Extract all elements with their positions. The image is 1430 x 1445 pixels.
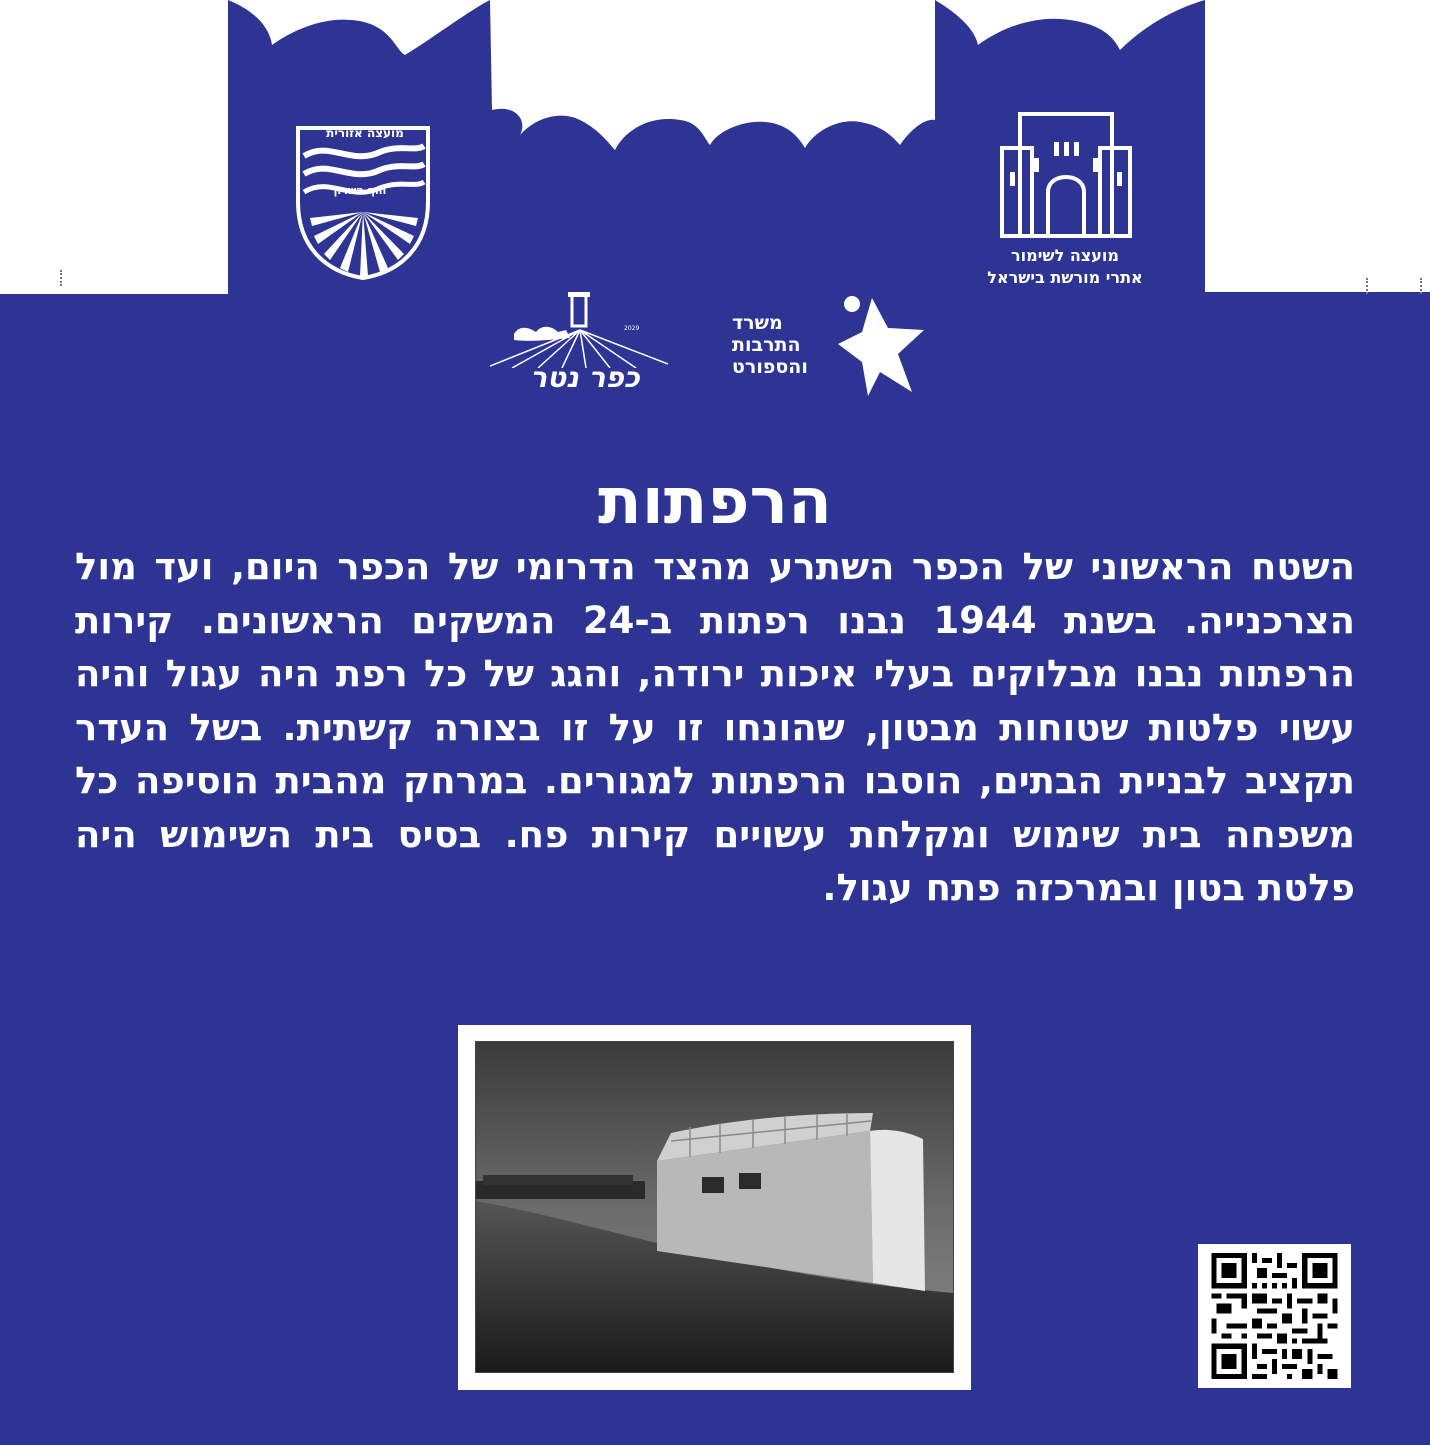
photo-frame (458, 1025, 971, 1390)
crop-mark-right-1 (1366, 278, 1370, 294)
historic-cowshed-photo (475, 1041, 954, 1373)
regional-council-name-top: מועצה אזורית (326, 126, 404, 140)
heritage-council-line1: מועצה לשימור (1011, 246, 1119, 265)
kfar-netter-name: כפר נטר (530, 361, 640, 394)
crop-mark-right-2 (1420, 278, 1424, 294)
qr-code-icon (1209, 1253, 1340, 1379)
crop-mark-left (60, 270, 64, 286)
kfar-netter-year: 2029 (624, 325, 640, 332)
kfar-netter-tower-icon (490, 290, 670, 368)
ministry-line2: התרבות (732, 334, 801, 356)
hof-hasharon-shield-icon (290, 122, 436, 282)
heritage-council-line2: אתרי מורשת בישראל (987, 268, 1143, 287)
ministry-line3: והספורט (732, 356, 808, 378)
sign-body-text: השטח הראשוני של הכפר השתרע מהצד הדרומי של הכפר היום, ועד מול הצרכנייה. בשנת 1944 נבנו רפתות ב-24 המשקים הראשונים. קירות הרפתות נבנו מבלוקים בעלי איכות ירודה, והגג של כל רפת היה עגול והיה עשוי פלטות שטוחות מבטון, שהונחו זו על זו בצורה קשתית. בשל העדר תקציב לבניית הבתים, הוסבו הרפתות למגורים. במרחק מהבית הוסיפה כל משפחה בית שימוש ומקלחת עשויים קירות פח. בסיס בית השימוש היה פלטת בטון ובמרכזה פתח עגול. (75, 545, 1355, 909)
heritage-gate-icon (998, 112, 1134, 238)
regional-council-name-bottom: חוף השרון (333, 184, 387, 197)
sign-title: הרפתות (598, 465, 832, 539)
ministry-star-icon (832, 292, 928, 400)
qr-frame (1198, 1244, 1351, 1388)
ministry-line1: משרד (732, 312, 783, 334)
